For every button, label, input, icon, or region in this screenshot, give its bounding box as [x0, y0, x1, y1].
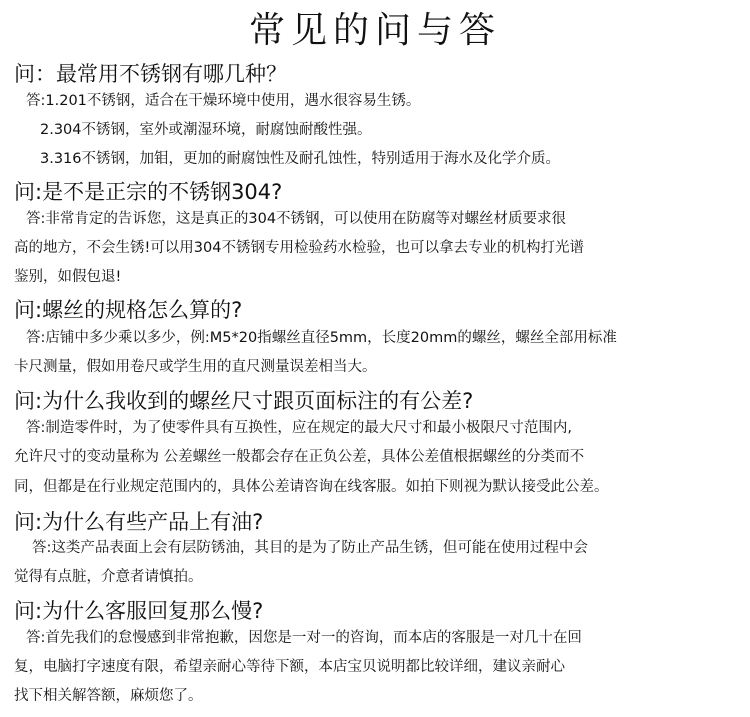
faq-answer-line: 允许尺寸的变动量称为 公差螺丝一般都会存在正负公差，具体公差值根据螺丝的分类而不	[14, 449, 585, 465]
faq-question-oil: 问:为什么有些产品上有油?	[14, 510, 264, 534]
faq-question-tolerance: 问:为什么我收到的螺丝尺寸跟页面标注的有公差?	[14, 389, 474, 413]
faq-answer-line: 答:首先我们的怠慢感到非常抱歉，因您是一对一的咨询，而本店的客服是一对几十在回	[26, 630, 582, 646]
page-title: 常见的问与答	[248, 10, 501, 51]
faq-answer-line: 答:这类产品表面上会有层防锈油，其目的是为了防止产品生锈，但可能在使用过程中会	[32, 540, 588, 556]
faq-answer-line: 高的地方，不会生锈!可以用304不锈钢专用检验药水检验，也可以拿去专业的机构打光谱	[14, 240, 584, 256]
faq-answer-line: 觉得有点脏，介意者请慎拍。	[14, 569, 203, 585]
faq-answer-line: 3.316不锈钢，加钼，更加的耐腐蚀性及耐孔蚀性，特别适用于海水及化学介质。	[40, 151, 561, 167]
faq-answer-line: 复，电脑打字速度有限，希望亲耐心等待下额，本店宝贝说明都比较详细，建议亲耐心	[14, 659, 565, 675]
faq-answer-line: 答:制造零件时，为了使零件具有互换性，应在规定的最大尺寸和最小极限尺寸范围内,	[26, 420, 572, 436]
faq-answer-line: 同，但都是在行业规定范围内的，具体公差请咨询在线客服。如拍下则视为默认接受此公差。	[14, 479, 609, 495]
faq-question-screw-spec: 问:螺丝的规格怎么算的?	[14, 298, 243, 322]
faq-answer-line: 答:店铺中多少乘以多少，例:M5*20指螺丝直径5mm，长度20mm的螺丝，螺丝全部用标准	[26, 330, 617, 346]
faq-answer-line: 2.304不锈钢，室外或潮湿环境，耐腐蚀耐酸性强。	[40, 122, 372, 138]
faq-answer-line: 鉴别，如假包退!	[14, 269, 122, 285]
faq-question-genuine-304: 问:是不是正宗的不锈钢304?	[14, 180, 283, 204]
faq-answer-line: 找下相关解答额，麻烦您了。	[14, 688, 203, 704]
faq-answer-line: 答:非常肯定的告诉您，这是真正的304不锈钢，可以使用在防腐等对螺丝材质要求很	[26, 211, 567, 227]
faq-question-stainless-types: 问：最常用不锈钢有哪几种？	[14, 62, 287, 86]
faq-answer-line: 答:1.201不锈钢，适合在干燥环境中使用，遇水很容易生锈。	[26, 93, 421, 109]
faq-question-slow-service: 问:为什么客服回复那么慢?	[14, 599, 264, 623]
faq-answer-line: 卡尺测量，假如用卷尺或学生用的直尺测量误差相当大。	[14, 359, 377, 375]
